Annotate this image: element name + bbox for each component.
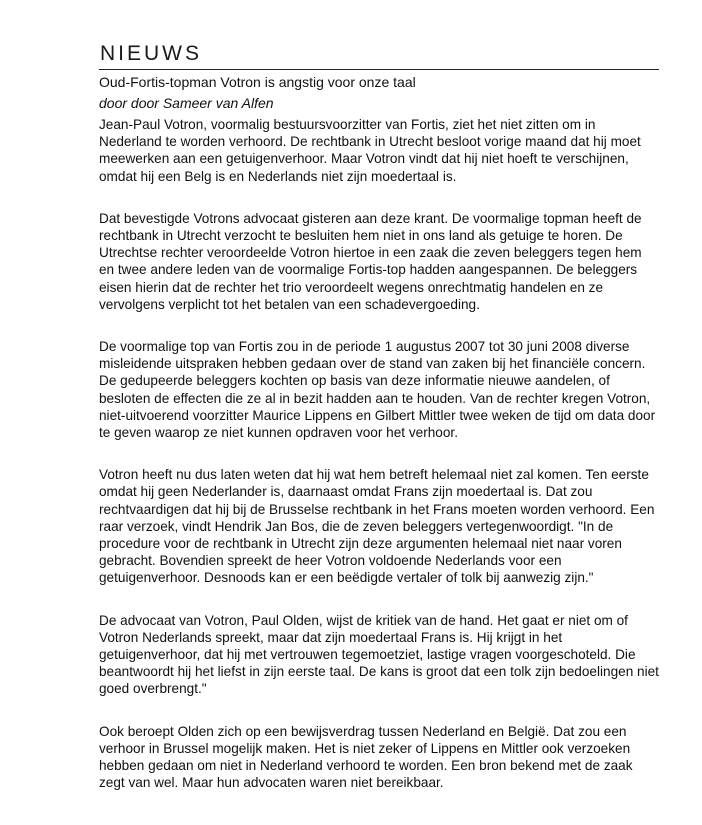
article-page: [99, 42, 659, 817]
article-headline: Oud-Fortis-topman Votron is angstig voor onze taal: [99, 74, 416, 90]
article-body: [99, 116, 659, 792]
paragraph-3: De voormalige top van Fortis zou in de periode 1 augustus 2007 tot 30 juni 2008 diverse misleidende uitspraken hebben gedaan over de stand van zaken bij het financiële concern. De gedupeerde beleggers kochten op basis van deze informatie nieuwe aandelen, of besloten de effecten die ze al in bezit hadden aan te houden. Van de rechter kregen Votron, niet-uitvoerend voorzitter Maurice Lippens en Gilbert Mittler twee weken de tijd om data door te geven waarop ze niet kunnen opdraven voor het verhoor.: [99, 339, 656, 441]
paragraph-4: Votron heeft nu dus laten weten dat hij wat hem betreft helemaal niet zal komen. Ten eerste omdat hij geen Nederlander is, daarnaast omdat Frans zijn moedertaal is. Dat zou rechtvaardigen dat hij bij de Brusselse rechtbank in het Frans moeten worden verhoord. Een raar verzoek, vindt Hendrik Jan Bos, die de zeven beleggers vertegenwoordigt. "In de procedure voor de rechtbank in Utrecht zijn deze argumenten helemaal niet naar voren gebracht. Bovendien spreekt de heer Votron voldoende Nederlands voor een getuigenverhoor. Desnoods kan er een beëdigde vertaler of tolk bij aanwezig zijn.": [99, 467, 655, 586]
paragraph-2: Dat bevestigde Votrons advocaat gisteren aan deze krant. De voormalige topman heeft de rechtbank in Utrecht verzocht te besluiten hem niet in ons land als getuige te horen. De Utrechtse rechter veroordeelde Votron hiertoe in een zaak die zeven beleggers tegen hem en twee andere leden van de voormalige Fortis-top hadden aangespannen. De beleggers eisen hierin dat de rechter het trio veroordeelt wegens onrechtmatig handelen en ze vervolgens verplicht tot het betalen van een schadevergoeding.: [99, 210, 642, 312]
section-title: NIEUWS: [100, 42, 202, 65]
article-byline: door door Sameer van Alfen: [99, 95, 274, 111]
paragraph-5: De advocaat van Votron, Paul Olden, wijst de kritiek van de hand. Het gaat er niet om of Votron Nederlands spreekt, maar dat zijn moedertaal Frans is. Hij krijgt in het getuigenverhoor, dat hij met vertrouwen tegemoetziet, lastige vragen voorgeschoteld. Die beantwoordt hij het liefst in zijn eerste taal. De kans is groot dat een tolk zijn bedoelingen niet goed overbrengt.": [99, 612, 659, 697]
paragraph-6: Ook beroept Olden zich op een bewijsverdrag tussen Nederland en België. Dat zou een verhoor in Brussel mogelijk maken. Het is niet zeker of Lippens en Mittler ook verzoeken hebben gedaan om niet in Nederland verhoord te worden. Een bron bekend met de zaak zegt van wel. Maar hun advocaten waren niet bereikbaar.: [99, 723, 633, 791]
paragraph-1: Jean-Paul Votron, voormalig bestuursvoorzitter van Fortis, ziet het niet zitten om in Nederland te worden verhoord. De rechtbank in Utrecht besloot vorige maand dat hij moet meewerken aan een getuigenverhoor. Maar Votron vindt dat hij niet hoeft te verschijnen, omdat hij een Belg is en Nederlands niet zijn moedertaal is.: [99, 117, 641, 184]
section-divider: [99, 69, 659, 70]
